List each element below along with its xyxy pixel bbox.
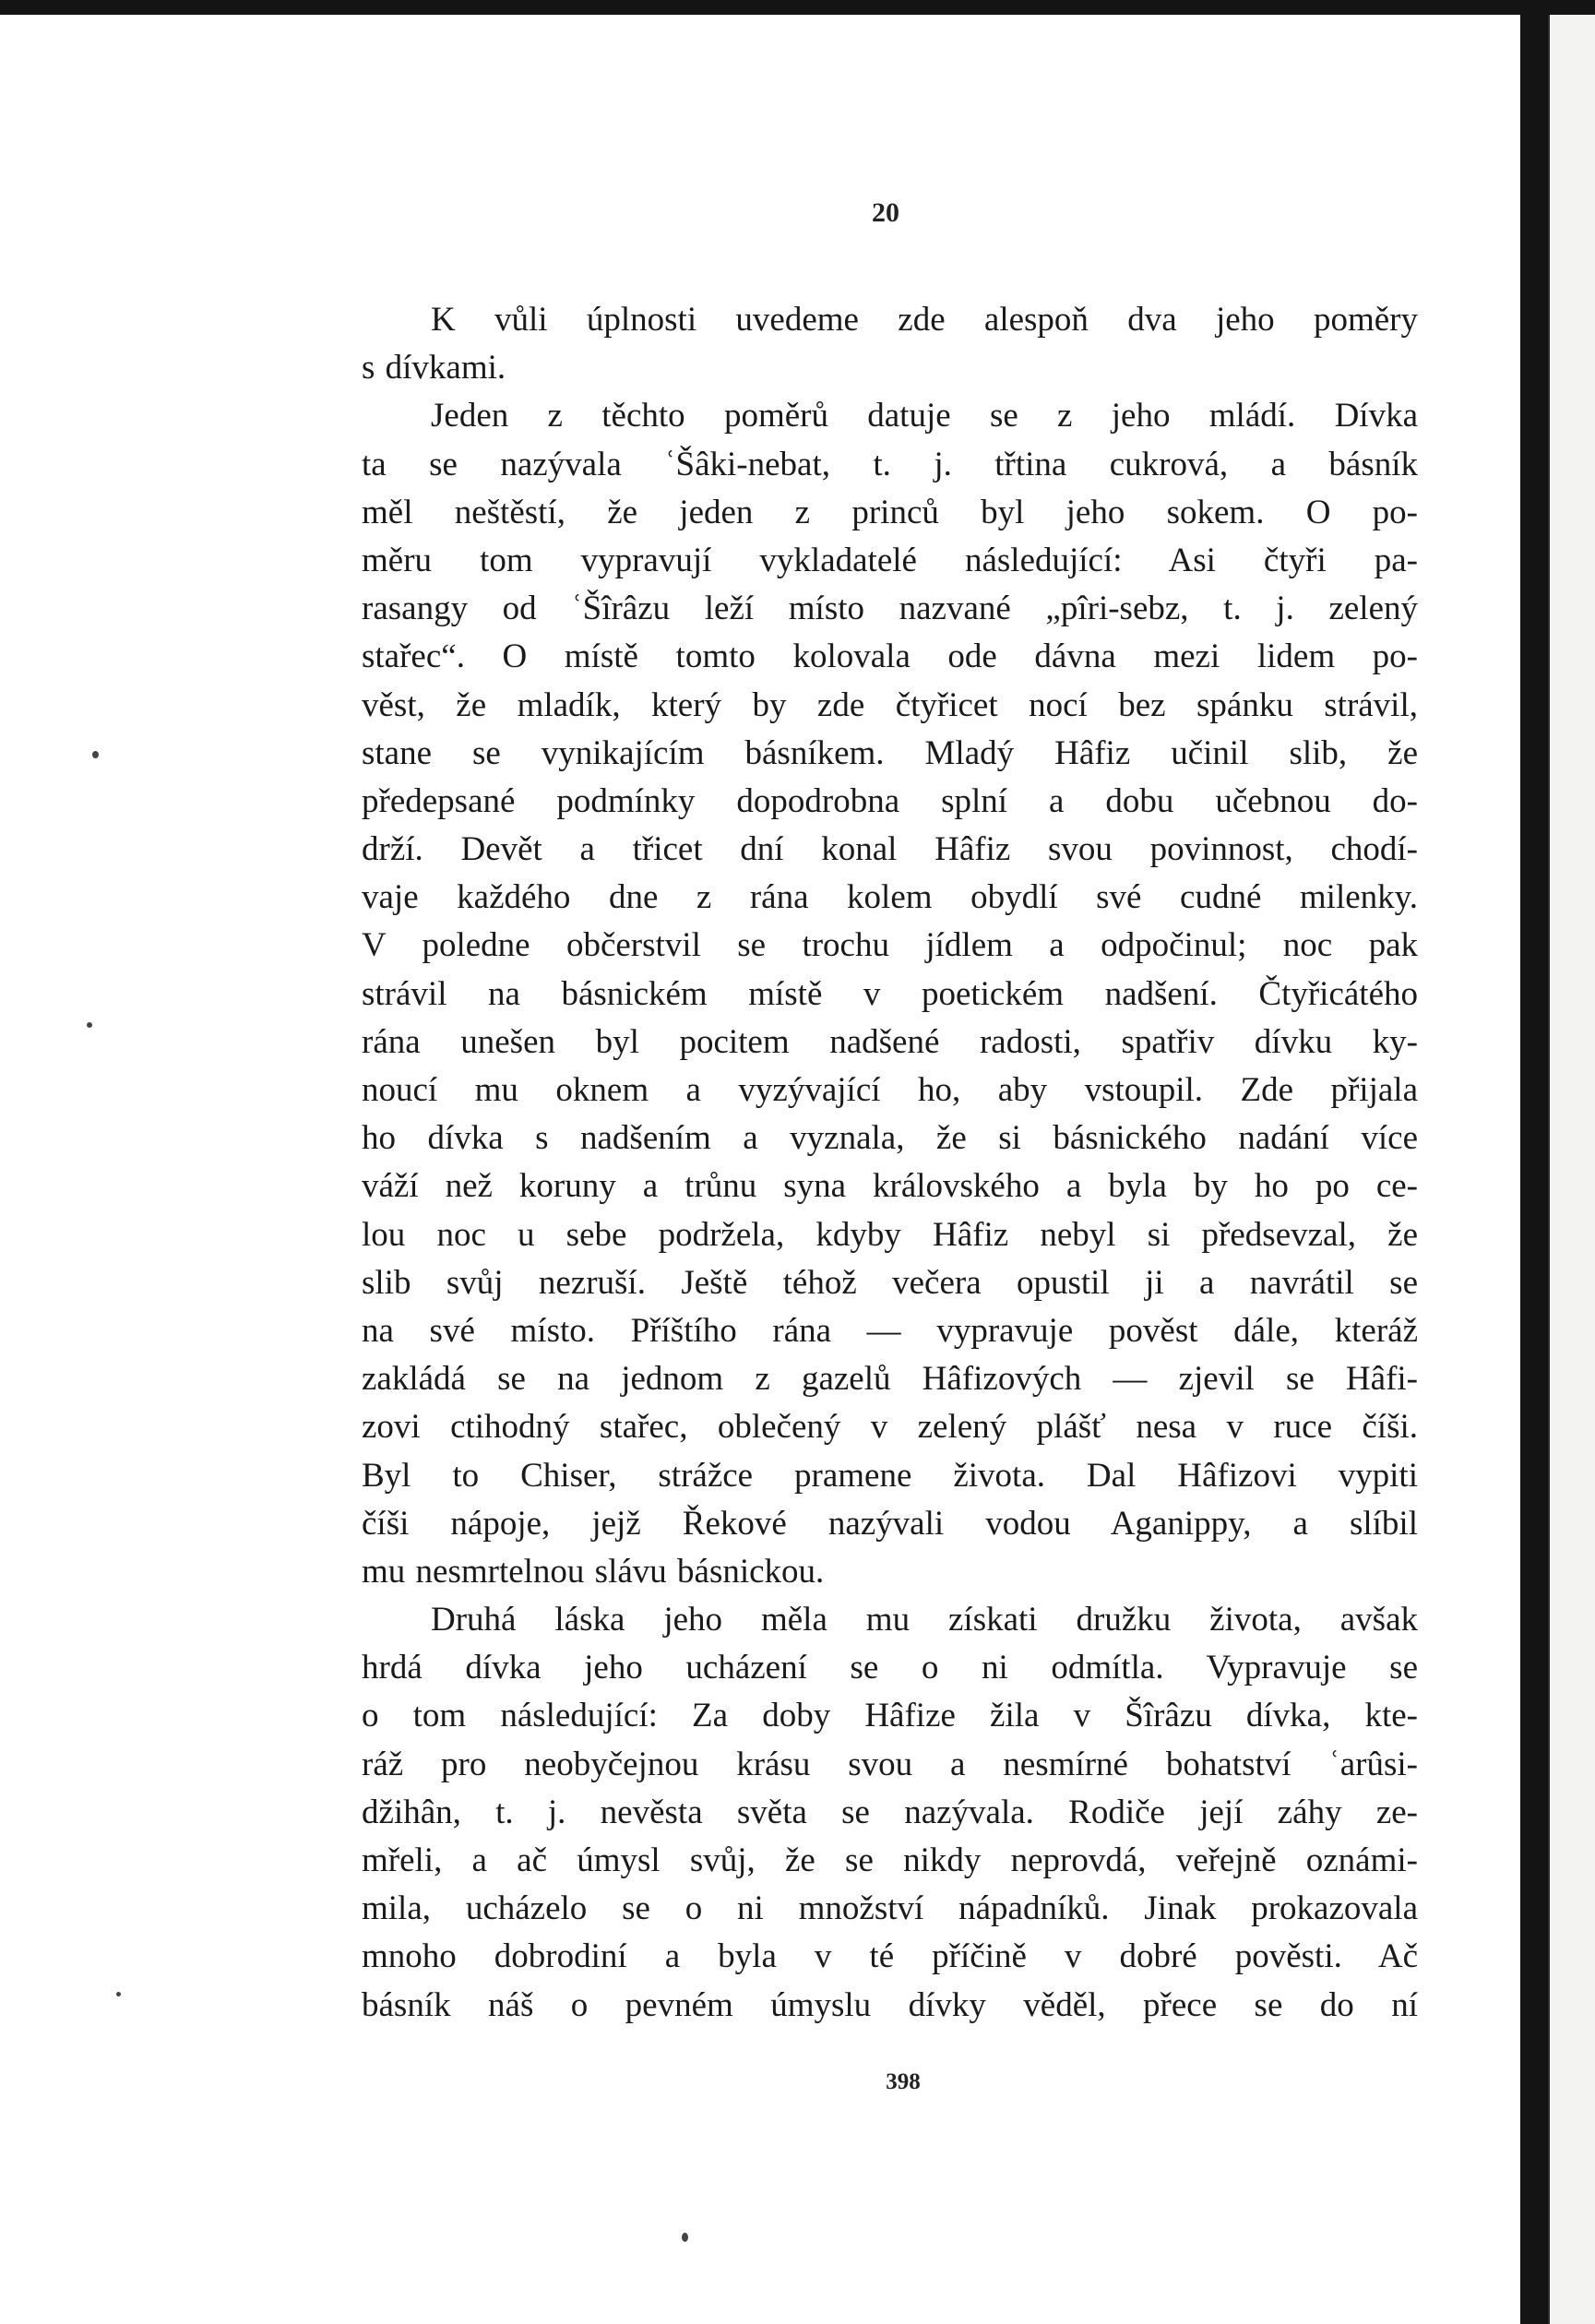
text-line: ho dívka s nadšením a vyznala, že si básnického nadání více <box>362 1119 1418 1158</box>
text-line: Byl to Chiser, strážce pramene života. Dal Hâfizovi vypiti <box>362 1456 1418 1495</box>
text-line: džihân, t. j. nevěsta světa se nazývala. Rodiče její záhy ze- <box>362 1793 1418 1831</box>
text-line: vaje každého dne z rána kolem obydlí své cudné milenky. <box>362 878 1418 917</box>
body-text <box>362 296 1418 2030</box>
text-line: o tom následující: Za doby Hâfize žila v Šîrâzu dívka, kte- <box>362 1697 1418 1735</box>
text-line: zovi ctihodný stařec, oblečený v zelený plášť nesa v ruce číši. <box>362 1408 1418 1447</box>
text-line: ráž pro neobyčejnou krásu svou a nesmírné bohatství ʿarûsi- <box>362 1745 1418 1783</box>
text-line: měru tom vypravují vykladatelé následující: Asi čtyři pa- <box>362 541 1418 579</box>
footer-number: 398 <box>886 2069 921 2094</box>
text-line: strávil na básnickém místě v poetickém nadšení. Čtyřicátého <box>362 974 1418 1013</box>
speck-mark <box>87 1022 92 1028</box>
adjacent-page-edge <box>1548 15 1595 2324</box>
text-line: K vůli úplnosti uvedeme zde alespoň dva jeho poměry <box>431 301 1418 339</box>
text-line: mnoho dobrodiní a byla v té příčině v dobré pověsti. Ač <box>362 1937 1418 1976</box>
text-line: V poledne občerstvil se trochu jídlem a odpočinul; noc pak <box>362 926 1418 965</box>
text-line: stařec“. O místě tomto kolovala ode dávna mezi lidem po- <box>362 638 1418 676</box>
text-line: váží než koruny a trůnu syna královského a byla by ho po ce- <box>362 1167 1418 1206</box>
text-line: ta se nazývala ʿŠâki-nebat, t. j. třtina cukrová, a básník <box>362 445 1418 483</box>
text-line: slib svůj nezruší. Ještě téhož večera opustil ji a navrátil se <box>362 1263 1418 1302</box>
text-line: básník náš o pevném úmyslu dívky věděl, přece se do ní <box>362 1985 1418 2024</box>
text-line: na své místo. Příštího rána — vypravuje pověst dále, kteráž <box>362 1311 1418 1350</box>
text-line: rána unešen byl pocitem nadšené radosti, spatřiv dívku ky- <box>362 1022 1418 1061</box>
page-number: 20 <box>872 197 899 228</box>
text-line: mřeli, a ač úmysl svůj, že se nikdy neprovdá, veřejně oznámi- <box>362 1841 1418 1879</box>
text-line: lou noc u sebe podržela, kdyby Hâfiz nebyl si předsevzal, že <box>362 1215 1418 1254</box>
text-line: Jeden z těchto poměrů datuje se z jeho mládí. Dívka <box>431 397 1418 435</box>
text-line: rasangy od ʿŠîrâzu leží místo nazvané „pîri-sebz, t. j. zelený <box>362 590 1418 628</box>
text-line: drží. Devět a třicet dní konal Hâfiz svou povinnost, chodí- <box>362 830 1418 869</box>
text-line: noucí mu oknem a vyzývající ho, aby vstoupil. Zde přijala <box>362 1071 1418 1109</box>
speck-mark <box>116 1992 121 1996</box>
text-line: mu nesmrtelnou slávu básnickou. <box>362 1552 825 1591</box>
text-line: předepsané podmínky dopodrobna splní a dobu učebnou do- <box>362 781 1418 820</box>
text-line: mila, ucházelo se o ni množství nápadníků. Jinak prokazovala <box>362 1889 1418 1928</box>
text-line: stane se vynikajícím básníkem. Mladý Hâfiz učinil slib, že <box>362 733 1418 772</box>
text-line: zakládá se na jednom z gazelů Hâfizových — zjevil se Hâfi- <box>362 1360 1418 1399</box>
text-line: Druhá láska jeho měla mu získati družku života, avšak <box>431 1601 1418 1639</box>
speck-mark <box>682 2233 688 2242</box>
text-line: číši nápoje, jejž Řekové nazývali vodou Aganippy, a slíbil <box>362 1504 1418 1543</box>
text-line: měl neštěstí, že jeden z princů byl jeho sokem. O po- <box>362 493 1418 531</box>
text-line: věst, že mladík, který by zde čtyřicet nocí bez spánku strávil, <box>362 685 1418 724</box>
text-line: hrdá dívka jeho ucházení se o ni odmítla. Vypravuje se <box>362 1649 1418 1687</box>
speck-mark <box>92 751 99 758</box>
text-line: s dívkami. <box>362 349 506 387</box>
